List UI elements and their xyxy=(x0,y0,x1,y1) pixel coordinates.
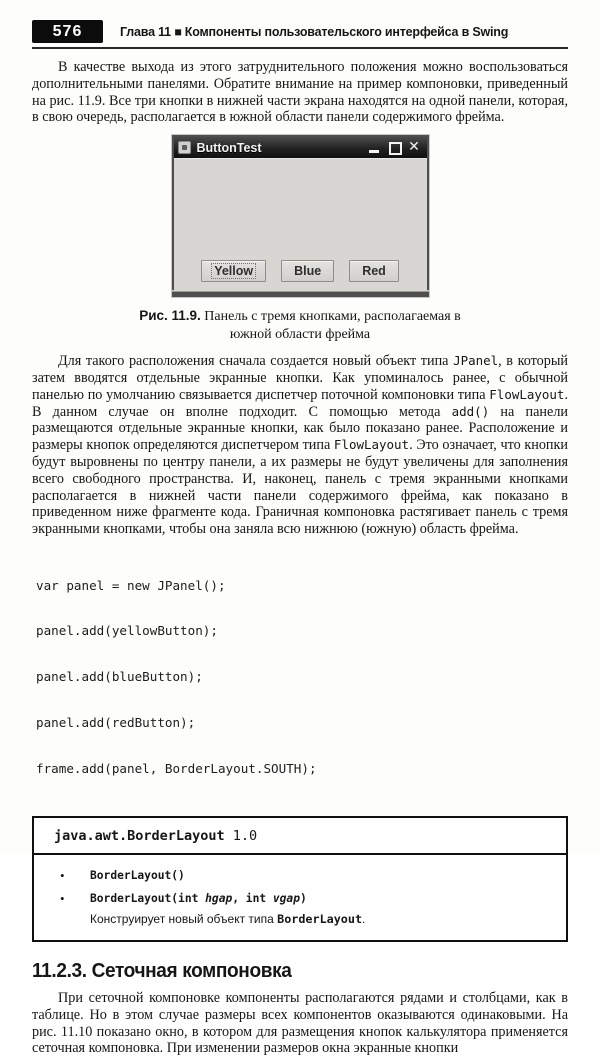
minimize-icon[interactable] xyxy=(368,141,381,154)
api-reference-box xyxy=(32,816,568,942)
buttontest-window xyxy=(172,135,429,291)
code-line: panel.add(yellowButton); xyxy=(36,623,218,639)
page-number: 576 xyxy=(32,20,103,43)
yellow-button[interactable]: Yellow xyxy=(201,260,266,282)
chapter-title: Глава 11 ■ Компоненты пользовательского интерфейса в Swing xyxy=(120,24,509,39)
code-line: var panel = new JPanel(); xyxy=(36,577,226,593)
api-signature: BorderLayout(int hgap, int vgap) xyxy=(90,892,307,905)
figure-11-9 xyxy=(32,135,568,343)
bullet-icon: • xyxy=(60,868,65,883)
window-titlebar[interactable] xyxy=(174,137,427,158)
code-line: frame.add(panel, BorderLayout.SOUTH); xyxy=(36,761,317,777)
api-class-name: java.awt.BorderLayout xyxy=(54,828,225,844)
figure-caption-text: Панель с тремя кнопками, располагаемая в южной области фрейма xyxy=(200,309,461,342)
layout-paragraph: Для такого расположения сначала создается новый объект типа JPanel, в который затем вводятся отдельные экранные кнопки. Как упоминалось ранее, с обычной панелью по умолчанию связывается диспетчер поточной компоновки типа FlowLayout. В данном случае он вполне подходит. С помощью метода add() на панели размещаются отдельные экранные кнопки, как было показано ранее. Расположение и размеры кнопок определяются диспетчером типа FlowLayout. Это означает, что кнопки будут выровнены по центру панели, а их размеры не будут увеличены для заполнения всего свободного пространства. И, наконец, панель с тремя экранными кнопками располагается в нижней части панели содержимого фрейма, как показано в приведенном ниже фрагменте кода. Граничная компоновка растягивает панель с тремя экранными кнопками, чтобы она заняла всю нижнюю (южную) область фрейма. xyxy=(32,353,568,538)
api-description: Конструирует новый объект типа BorderLayout. xyxy=(90,912,366,926)
section-heading: 11.2.3. Сеточная компоновка xyxy=(32,959,292,982)
red-button[interactable]: Red xyxy=(349,260,399,282)
close-icon[interactable]: ✕ xyxy=(408,139,420,156)
blue-button[interactable]: Blue xyxy=(281,260,334,282)
api-signature: BorderLayout() xyxy=(90,869,185,882)
api-box-header xyxy=(34,818,566,855)
button-panel xyxy=(174,260,427,282)
figure-caption xyxy=(135,307,465,343)
bullet-icon: • xyxy=(60,891,65,906)
figure-caption-label: Рис. 11.9. xyxy=(139,308,201,324)
java-app-icon xyxy=(178,141,191,154)
api-since-version: 1.0 xyxy=(232,828,258,844)
window-title: ButtonTest xyxy=(196,140,262,155)
code-listing xyxy=(36,547,568,807)
maximize-icon[interactable] xyxy=(388,141,401,154)
api-entry xyxy=(60,868,552,884)
window-controls xyxy=(368,141,423,154)
intro-paragraph: В качестве выхода из этого затруднительного положения можно воспользоваться дополнительными панелями. Обратите внимание на пример компоновки, приведенный на рис. 11.9. Все три кнопки в нижней части экрана находятся на одной панели, которая, в свою очередь, располагается в южной области панели содержимого фрейма. xyxy=(32,59,568,126)
code-line: panel.add(redButton); xyxy=(36,715,196,731)
api-entry xyxy=(60,891,552,907)
api-box-body xyxy=(34,855,566,940)
running-head xyxy=(32,20,568,49)
grid-layout-paragraph: При сеточной компоновке компоненты располагаются рядами и столбцами, как в таблице. Но в этом случае размеры всех компонентов оказываются одинаковыми. На рис. 11.10 показано окно, в котором для размещения кнопок калькулятора применяется сеточная компоновка. При изменении размеров окна экранные кнопки xyxy=(32,990,568,1057)
window-content-pane xyxy=(174,158,427,291)
code-line: panel.add(blueButton); xyxy=(36,669,203,685)
window-bottom-border xyxy=(172,291,429,297)
